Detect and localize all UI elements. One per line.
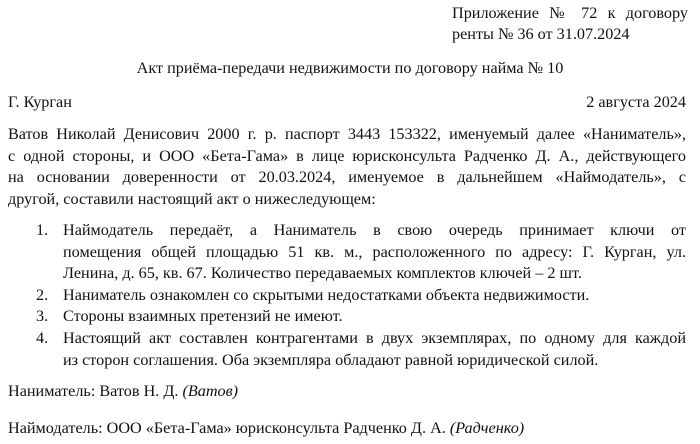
list-item-number: 1. [36, 221, 49, 239]
landlord-signature-line [8, 418, 524, 439]
list-item-line: Ленина, д. 65, кв. 67. Количество передаваемых комплектов ключей – 2 шт. [63, 264, 582, 283]
landlord-signature: (Радченко) [449, 419, 525, 437]
tenant-signature: (Ватов) [182, 382, 239, 400]
list-item-line: Настоящий акт составлен контрагентами в двух экземплярах, по одному для каждой [63, 328, 686, 347]
preamble-line: Ватов Николай Денисович 2000 г. р. паспорт 3443 153322, именуемый далее «Наниматель», [8, 125, 686, 143]
list-item [8, 220, 686, 285]
preamble-line: другой, составили настоящий акт о нижеследующем: [8, 189, 376, 208]
place: Г. Курган [8, 93, 72, 111]
list-item-line: помещения общей площадью 51 кв. м., расположенного по адресу: Г. Курган, ул. [63, 242, 686, 261]
list-item [8, 285, 686, 307]
preamble-line: с одной стороны, и ООО «Бета-Гама» в лице юрисконсульта Радченко Д. А., действующего [8, 146, 686, 165]
numbered-list [8, 220, 686, 371]
list-item-line: из сторон соглашения. Оба экземпляра обладают равной юридической силой. [63, 350, 599, 369]
list-item [8, 328, 686, 371]
list-item-line: Наниматель ознакомлен со скрытыми недостатками объекта недвижимости. [63, 285, 590, 304]
tenant-signature-line [8, 381, 238, 402]
list-item-line: Стороны взаимных претензий не имеют. [63, 307, 343, 326]
list-item-line: Наймодатель передаёт, а Наниматель в свою очередь принимает ключи от [63, 221, 686, 239]
appendix-line-1: Приложение № 72 к договору [452, 4, 688, 22]
list-item-number: 3. [36, 307, 49, 326]
list-item [8, 306, 686, 328]
list-item-number: 2. [36, 285, 49, 304]
document-date: 2 августа 2024 [586, 93, 686, 111]
preamble-line: на основании доверенности от 20.03.2024, именуемое в дальнейшем «Наймодатель», с [8, 168, 686, 187]
document-title: Акт приёма-передачи недвижимости по договору найма № 10 [136, 59, 564, 77]
list-item-number: 4. [36, 328, 49, 347]
appendix-reference [452, 3, 688, 45]
tenant-signature-label: Наниматель: Ватов Н. Д. [8, 382, 179, 400]
landlord-signature-label: Наймодатель: ООО «Бета-Гама» юрисконсульта Радченко Д. А. [8, 419, 446, 437]
preamble-paragraph [8, 124, 686, 210]
appendix-line-2: ренты № 36 от 31.07.2024 [452, 25, 630, 43]
